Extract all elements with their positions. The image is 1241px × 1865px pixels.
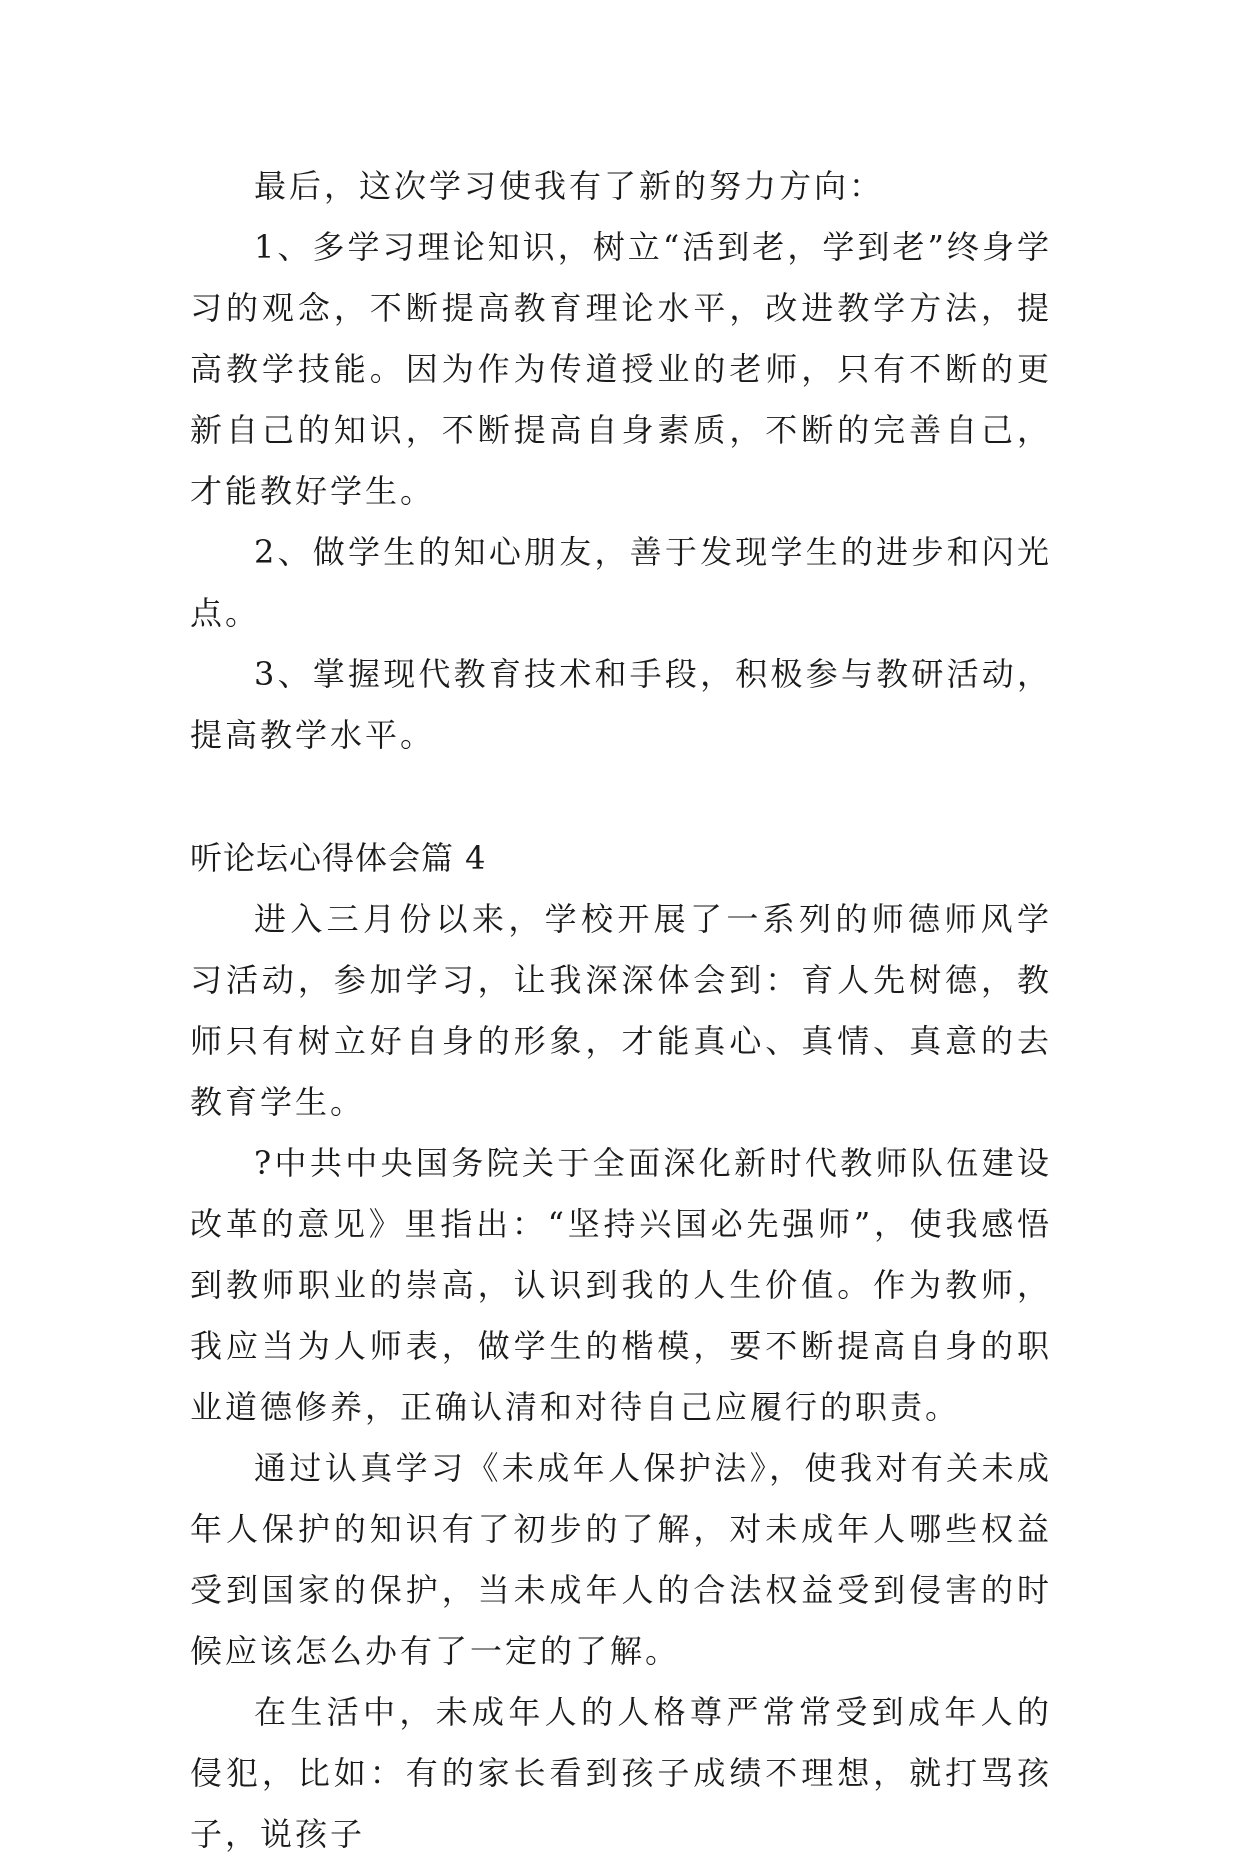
document-body xyxy=(190,156,1052,1865)
paragraph-opinion: ?中共中央国务院关于全面深化新时代教师队伍建设改革的意见》里指出：“坚持兴国必先强师”，使我感悟到教师职业的崇高，认识到我的人生价值。作为教师，我应当为人师表，做学生的楷模，要不断提高自身的职业道德修养，正确认清和对待自己应履行的职责。 xyxy=(190,1144,1052,1426)
section-title: 听论坛心得体会篇 4 xyxy=(190,839,487,877)
paragraph-protection-law: 通过认真学习《未成年人保护法》，使我对有关未成年人保护的知识有了初步的了解，对未成年人哪些权益受到国家的保护，当未成年人的合法权益受到侵害的时候应该怎么办有了一定的了解。 xyxy=(190,1449,1052,1670)
paragraph-item-3: 3、掌握现代教育技术和手段，积极参与教研活动，提高教学水平。 xyxy=(190,655,1052,754)
paragraph-item-2: 2、做学生的知心朋友，善于发现学生的进步和闪光点。 xyxy=(190,533,1052,632)
paragraph-daily-life: 在生活中，未成年人的人格尊严常常受到成年人的侵犯，比如：有的家长看到孩子成绩不理想，就打骂孩子，说孩子 xyxy=(190,1693,1052,1853)
paragraph-item-1: 1、多学习理论知识，树立“活到老，学到老”终身学习的观念，不断提高教育理论水平，改进教学方法，提高教学技能。因为作为传道授业的老师，只有不断的更新自己的知识，不断提高自身素质，不断的完善自己，才能教好学生。 xyxy=(190,228,1052,510)
paragraph-conclusion-intro: 最后，这次学习使我有了新的努力方向： xyxy=(254,167,885,205)
paragraph-intro: 进入三月份以来，学校开展了一系列的师德师风学习活动，参加学习，让我深深体会到：育人先树德，教师只有树立好自身的形象，才能真心、真情、真意的去教育学生。 xyxy=(190,900,1052,1121)
